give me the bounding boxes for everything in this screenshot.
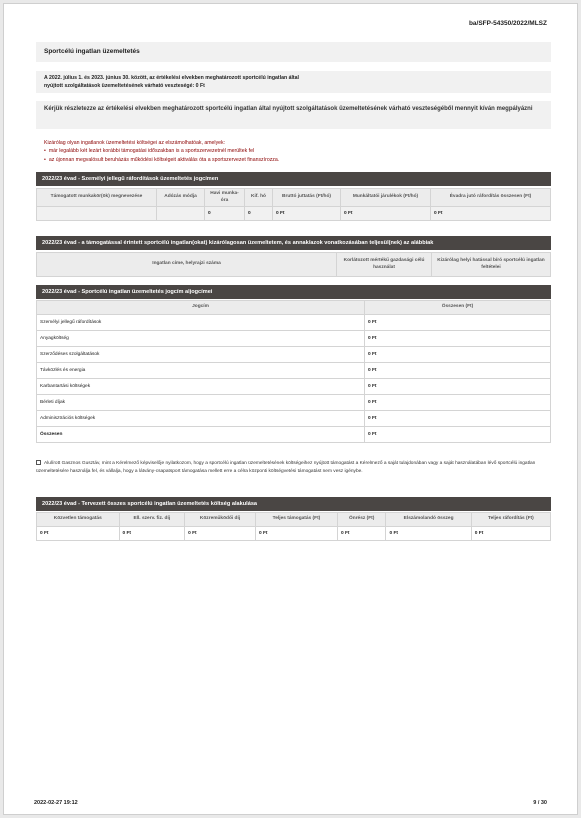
table-row — [37, 363, 551, 379]
summary-line-1: A 2022. július 1. és 2023. június 30. között, az értékelési elvekben meghatározott sportcélú ingatlan által — [44, 75, 299, 81]
col-header: Közreműködői díj — [185, 513, 256, 527]
document-id: ba/SFP-54350/2022/MLSZ — [468, 20, 547, 27]
col-header: Havi munka-óra — [205, 189, 245, 207]
row-value: 0 Ft — [365, 331, 551, 347]
table-row — [37, 379, 551, 395]
col-header: Munkáltatói járulékok (Ft/hó) — [341, 189, 431, 207]
row-value: 0 Ft — [365, 395, 551, 411]
table-row-total — [37, 427, 551, 443]
summary-table — [36, 512, 551, 541]
row-label: Anyagköltség — [37, 331, 365, 347]
property-table-title: 2022/23 évad - a támogatással érintett sportcélú ingatlan(okat) kizárólagosan üzemeltetem, és annak/azok vonatkozásában teljesül(nek) az alábbiak — [36, 236, 551, 250]
row-value: 0 Ft — [365, 347, 551, 363]
question-text: Kérjük részletezze az értékelési elvekben meghatározott sportcélú ingatlan által nyújtott szolgáltatások üzemeltetésének várható veszteségéből mennyit kíván megpályázni — [36, 101, 551, 129]
page-number: 9 / 30 — [533, 800, 547, 806]
table-cell: 0 Ft — [471, 527, 550, 541]
warning-item: • az újonnan megvalósult beruházás működési költségeit aktiválás óta a sportszervezet finanszírozza. — [44, 156, 279, 164]
table-cell: 0 Ft — [337, 527, 386, 541]
table-cell: 0 Ft — [37, 527, 120, 541]
row-value: 0 Ft — [365, 363, 551, 379]
row-value: 0 Ft — [365, 427, 551, 443]
col-header: Kizárólag helyi hatással bíró sportcélú ingatlan feltételei — [432, 253, 551, 277]
costs-table — [36, 300, 551, 443]
row-value: 0 Ft — [365, 379, 551, 395]
personnel-table-title: 2022/23 évad - Személyi jellegű ráfordítások üzemeltetés jogcímen — [36, 172, 551, 186]
warning-item: • már legalább két lezárt korábbi támogatási időszakban is a sportszervezetnél merültek fel — [44, 147, 279, 155]
row-label: Összesen — [37, 427, 365, 443]
loss-summary — [36, 71, 551, 93]
document-page — [3, 3, 578, 815]
declaration-text: Alulírott Gasznos Gusztáv, mint a Kérelmező képviselője nyilatkozom, hogy a sportcélú ingatlan üzemeltetésének költségeihez nyújtott támogatást a Kérelmező a saját tulajdonában vagy a saját használatában lévő sportcélú ingatlan üzemeltetésére használja fel, és vállalja, hogy a látvány-csapatsport támogatása mellett erre a célra központi költségvetési támogatást nem vesz igénybe. — [36, 461, 536, 474]
table-row — [37, 347, 551, 363]
row-label: Távközlés és energia — [37, 363, 365, 379]
col-header: Támogatott munkakör(ök) megnevezése — [37, 189, 157, 207]
col-header: Jogcím — [37, 301, 365, 315]
row-label: Adminisztrációs költségek — [37, 411, 365, 427]
warning-intro: Kizárólag olyan ingatlanok üzemeltetési költségei az elszámolhatóak, amelyek: — [44, 140, 226, 146]
col-header: Ingatlan címe, helyrajzi száma — [37, 253, 337, 277]
col-header: Összesen (Ft) — [365, 301, 551, 315]
col-header: Elszámolandó összeg — [386, 513, 471, 527]
col-header: Adózás módja — [157, 189, 205, 207]
table-cell: 0 — [205, 207, 245, 221]
table-cell: 0 Ft — [273, 207, 341, 221]
col-header: Évadra jutó ráfordítás összesen (Ft) — [431, 189, 551, 207]
declaration-checkbox[interactable] — [36, 460, 41, 465]
row-label: Bérleti díjak — [37, 395, 365, 411]
table-cell — [37, 207, 157, 221]
col-header: Ell. szerv. fiz. díj — [119, 513, 185, 527]
summary-table-title: 2022/23 évad - Tervezett összes sportcélú ingatlan üzemeltetés költség alakulása — [36, 497, 551, 511]
table-row — [37, 315, 551, 331]
table-cell: 0 — [245, 207, 273, 221]
col-header: Önrész (Ft) — [337, 513, 386, 527]
table-cell: 0 Ft — [341, 207, 431, 221]
costs-table-title: 2022/23 évad - Sportcélú ingatlan üzemeltetés jogcím aljogcímei — [36, 285, 551, 299]
col-header: Teljes ráfordítás (Ft) — [471, 513, 550, 527]
table-cell: 0 Ft — [185, 527, 256, 541]
table-cell: 0 Ft — [119, 527, 185, 541]
table-row — [37, 411, 551, 427]
col-header: Kif. hó — [245, 189, 273, 207]
property-table — [36, 252, 551, 277]
row-label: Szerződéses szolgáltatások — [37, 347, 365, 363]
personnel-table — [36, 188, 551, 221]
table-cell: 0 Ft — [386, 527, 471, 541]
col-header: Korlátozott mértékű gazdasági célú használat — [337, 253, 432, 277]
col-header: Teljes támogatás (Ft) — [255, 513, 337, 527]
row-value: 0 Ft — [365, 315, 551, 331]
eligibility-warning — [44, 139, 279, 164]
section-title: Sportcélú ingatlan üzemeltetés — [36, 42, 551, 62]
table-cell — [157, 207, 205, 221]
row-value: 0 Ft — [365, 411, 551, 427]
table-row — [37, 331, 551, 347]
col-header: Közvetlen támogatás — [37, 513, 120, 527]
declaration — [36, 460, 546, 475]
footer-timestamp: 2022-02-27 19:12 — [34, 800, 78, 806]
row-label: Személyi jellegű ráfordítások — [37, 315, 365, 331]
row-label: Karbantartási költségek — [37, 379, 365, 395]
table-row — [37, 395, 551, 411]
col-header: Bruttó juttatás (Ft/hó) — [273, 189, 341, 207]
table-cell: 0 Ft — [431, 207, 551, 221]
table-cell: 0 Ft — [255, 527, 337, 541]
summary-line-2: nyújtott szolgáltatások üzemeltetésének várható veszteségé: 0 Ft — [44, 82, 205, 89]
